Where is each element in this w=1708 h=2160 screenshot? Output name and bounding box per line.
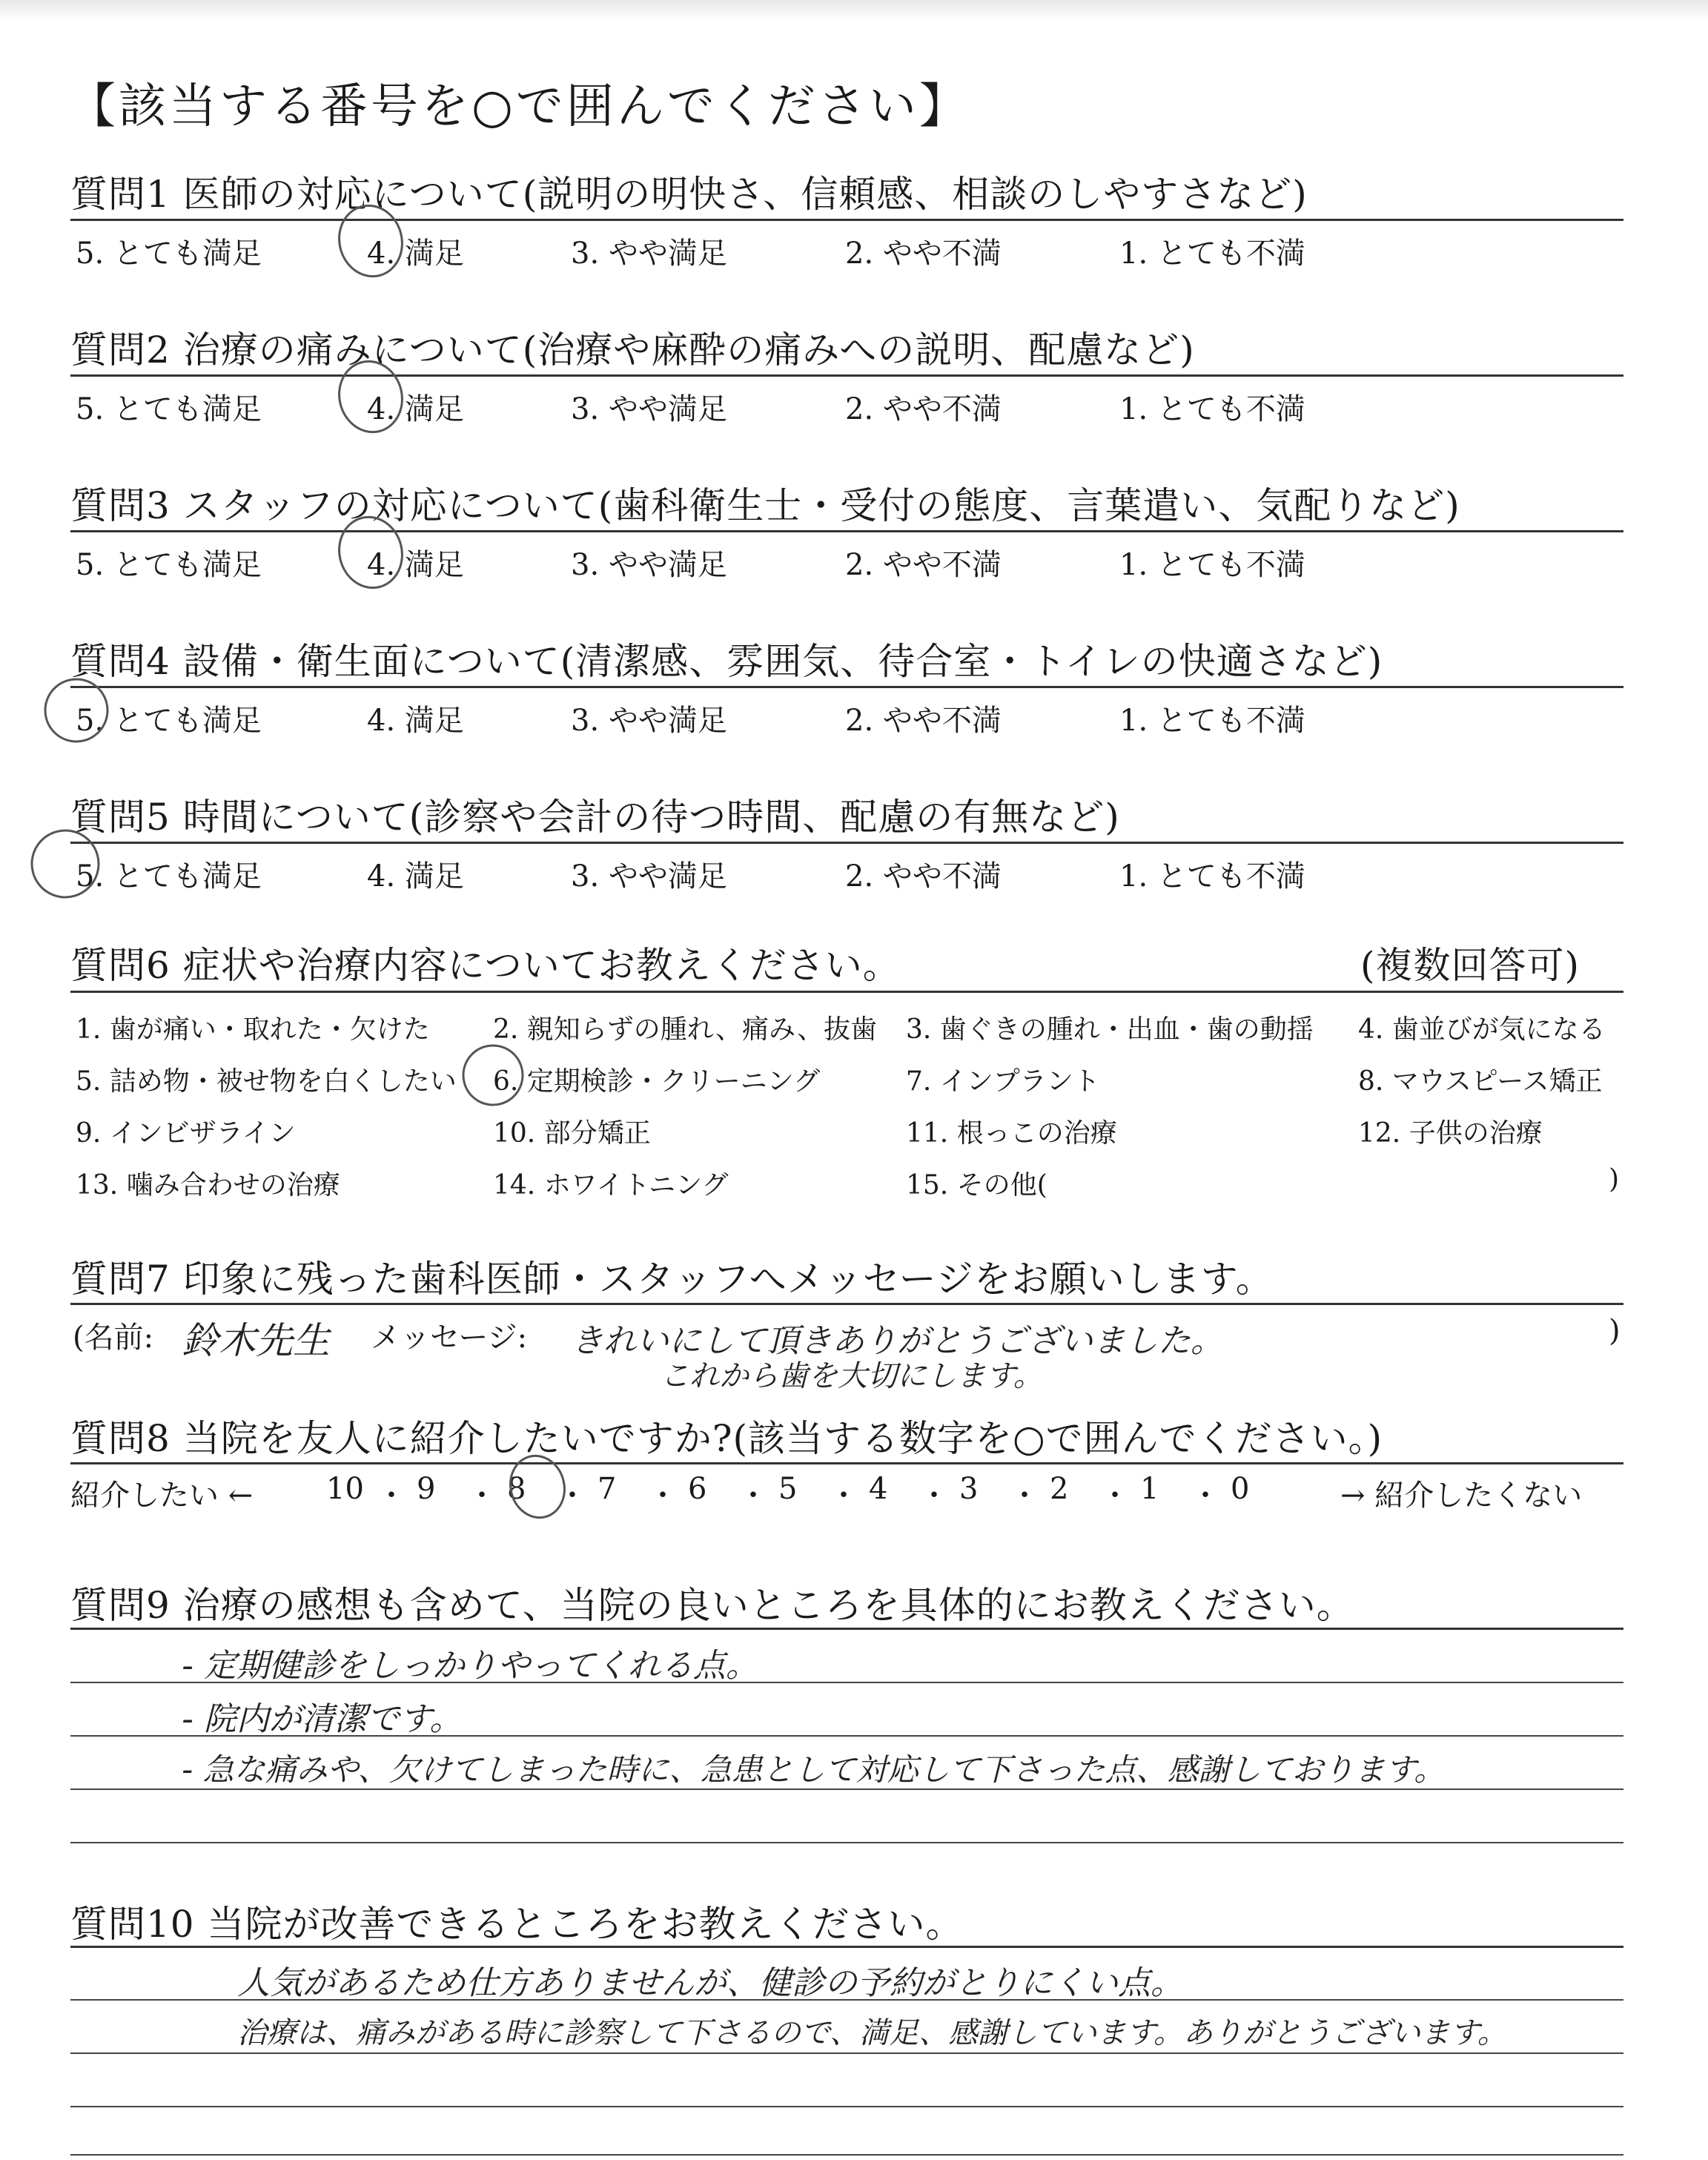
q7-close-paren: ) <box>1609 1314 1621 1348</box>
q6-note: (複数回答可) <box>1360 944 1580 987</box>
q9-answer-3: - 急な痛みや、欠けてしまった時に、急患として対応して下さった点、感謝しております。 <box>182 1751 1446 1788</box>
q2-underline <box>70 374 1623 377</box>
q8-scale-2[interactable]: 2 <box>1050 1472 1069 1506</box>
q8-scale-separator: ・ <box>557 1479 587 1513</box>
q6-option-14[interactable]: 14. ホワイトニング <box>493 1170 729 1200</box>
q4-option-2[interactable]: 2. やや不満 <box>845 704 1002 738</box>
q4-underline <box>70 686 1623 688</box>
q8-scale-separator: ・ <box>1100 1479 1130 1513</box>
q6-option-11[interactable]: 11. 根っこの治療 <box>906 1118 1117 1149</box>
q8-scale-9[interactable]: 9 <box>417 1472 436 1506</box>
q3-label: 質問3 スタッフの対応について(歯科衛生士・受付の態度、言葉遣い、気配りなど) <box>70 484 1460 527</box>
q8-scale-5[interactable]: 5 <box>778 1472 798 1506</box>
q5-option-3[interactable]: 3. やや満足 <box>571 859 727 894</box>
q6-option-12[interactable]: 12. 子供の治療 <box>1358 1118 1543 1149</box>
q7-message-label: メッセージ: <box>371 1321 528 1355</box>
q6-option-10[interactable]: 10. 部分矯正 <box>493 1118 651 1149</box>
q1-label: 質問1 医師の対応について(説明の明快さ、信頼感、相談のしやすさなど) <box>70 173 1308 216</box>
q10-answer-1: 人気があるため仕方ありませんが、健診の予約がとりにくい点。 <box>237 1964 1183 2002</box>
q3-underline <box>70 530 1623 532</box>
q7-name-value: 鈴木先生 <box>182 1319 330 1362</box>
q7-label: 質問7 印象に残った歯科医師・スタッフへメッセージをお願いします。 <box>70 1258 1274 1301</box>
q8-scale-4[interactable]: 4 <box>869 1472 888 1506</box>
q5-option-5[interactable]: 5. とても満足 <box>76 859 262 894</box>
q6-option-8[interactable]: 8. マウスピース矯正 <box>1358 1066 1603 1097</box>
q2-option-2[interactable]: 2. やや不満 <box>845 392 1002 426</box>
q8-scale-3[interactable]: 3 <box>959 1472 979 1506</box>
q1-option-3[interactable]: 3. やや満足 <box>571 237 727 271</box>
q3-option-5[interactable]: 5. とても満足 <box>76 548 262 582</box>
q8-scale-6[interactable]: 6 <box>688 1472 707 1506</box>
q4-option-3[interactable]: 3. やや満足 <box>571 704 727 738</box>
q6-option-4[interactable]: 4. 歯並びが気になる <box>1358 1014 1606 1045</box>
q8-scale-separator: ・ <box>738 1479 768 1513</box>
q5-option-4[interactable]: 4. 満足 <box>367 859 464 894</box>
q7-message-line1: きれいにして頂きありがとうございました。 <box>571 1322 1223 1360</box>
q5-label: 質問5 時間について(診察や会計の待つ時間、配慮の有無など) <box>70 796 1120 839</box>
q8-scale-7[interactable]: 7 <box>598 1472 617 1506</box>
q3-option-3[interactable]: 3. やや満足 <box>571 548 727 582</box>
q5-option-1[interactable]: 1. とても不満 <box>1119 859 1305 894</box>
q9-line-5 <box>70 1842 1623 1843</box>
q6-option-5[interactable]: 5. 詰め物・被せ物を白くしたい <box>76 1066 457 1097</box>
q2-option-3[interactable]: 3. やや満足 <box>571 392 727 426</box>
q9-answer-2: - 院内が清潔です。 <box>182 1700 463 1738</box>
q4-option-1[interactable]: 1. とても不満 <box>1119 704 1305 738</box>
q4-option-5[interactable]: 5. とても満足 <box>76 704 262 738</box>
q9-label: 質問9 治療の感想も含めて、当院の良いところを具体的にお教えください。 <box>70 1584 1354 1627</box>
q1-option-4[interactable]: 4. 満足 <box>367 237 464 271</box>
q5-option-2[interactable]: 2. やや不満 <box>845 859 1002 894</box>
q1-underline <box>70 219 1623 221</box>
q6-option-7[interactable]: 7. インプラント <box>906 1066 1100 1097</box>
q2-option-4[interactable]: 4. 満足 <box>367 392 464 426</box>
q4-option-4[interactable]: 4. 満足 <box>367 704 464 738</box>
page-title: 【該当する番号を○で囲んでください】 <box>68 79 970 134</box>
q4-label: 質問4 設備・衛生面について(清潔感、雰囲気、待合室・トイレの快適さなど) <box>70 640 1383 683</box>
q6-underline <box>70 991 1623 993</box>
q8-scale-separator: ・ <box>467 1479 497 1513</box>
q8-label: 質問8 当院を友人に紹介したいですか?(該当する数字を○で囲んでください。) <box>70 1417 1383 1460</box>
q7-message-line2: これから歯を大切にします。 <box>660 1359 1043 1393</box>
q10-line-1 <box>70 1946 1623 1948</box>
q8-scale-separator: ・ <box>829 1479 858 1513</box>
q8-scale-separator: ・ <box>648 1479 678 1513</box>
q9-line-1 <box>70 1628 1623 1630</box>
scan-top-edge <box>0 0 1708 21</box>
q8-scale-0[interactable]: 0 <box>1231 1472 1250 1506</box>
q8-scale-separator: ・ <box>1191 1479 1220 1513</box>
q8-scale-8[interactable]: 8 <box>507 1472 526 1506</box>
q3-option-4[interactable]: 4. 満足 <box>367 548 464 582</box>
q7-name-label: (名前: <box>73 1321 154 1355</box>
q2-option-1[interactable]: 1. とても不満 <box>1119 392 1305 426</box>
q6-option-2[interactable]: 2. 親知らずの腫れ、痛み、抜歯 <box>493 1014 878 1045</box>
q6-label: 質問6 症状や治療内容についてお教えください。 <box>70 944 901 987</box>
q6-option-6[interactable]: 6. 定期検診・クリーニング <box>493 1066 821 1097</box>
q1-option-1[interactable]: 1. とても不満 <box>1119 237 1305 271</box>
q1-option-2[interactable]: 2. やや不満 <box>845 237 1002 271</box>
q2-option-5[interactable]: 5. とても満足 <box>76 392 262 426</box>
q10-line-4 <box>70 2106 1623 2107</box>
q1-option-5[interactable]: 5. とても満足 <box>76 237 262 271</box>
q6-option-1[interactable]: 1. 歯が痛い・取れた・欠けた <box>76 1014 430 1045</box>
q6-option-3[interactable]: 3. 歯ぐきの腫れ・出血・歯の動揺 <box>906 1014 1314 1045</box>
q7-underline <box>70 1303 1623 1305</box>
q10-answer-2: 治療は、痛みがある時に診察して下さるので、満足、感謝しています。ありがとうございます。 <box>237 2016 1507 2050</box>
q8-scale-1[interactable]: 1 <box>1140 1472 1159 1506</box>
q6-option-9[interactable]: 9. インビザライン <box>76 1118 296 1149</box>
q8-right-label: → 紹介したくない <box>1340 1479 1583 1513</box>
q6-other-close-paren: ) <box>1609 1164 1620 1195</box>
q6-option-13[interactable]: 13. 噛み合わせの治療 <box>76 1170 340 1200</box>
q3-option-2[interactable]: 2. やや不満 <box>845 548 1002 582</box>
q8-scale-separator: ・ <box>377 1479 406 1513</box>
q8-scale-separator: ・ <box>1010 1479 1039 1513</box>
q5-underline <box>70 842 1623 844</box>
q8-scale-separator: ・ <box>919 1479 949 1513</box>
q8-left-label: 紹介したい ← <box>70 1479 254 1513</box>
q10-line-5 <box>70 2154 1623 2156</box>
q6-option-15[interactable]: 15. その他( <box>906 1170 1047 1200</box>
q9-answer-1: - 定期健診をしっかりやってくれる点。 <box>182 1647 758 1685</box>
q2-label: 質問2 治療の痛みについて(治療や麻酔の痛みへの説明、配慮など) <box>70 328 1195 371</box>
q8-underline <box>70 1462 1623 1464</box>
q10-label: 質問10 当院が改善できるところをお教えください。 <box>70 1903 964 1946</box>
q3-option-1[interactable]: 1. とても不満 <box>1119 548 1305 582</box>
q10-line-3 <box>70 2052 1623 2054</box>
q8-scale-10[interactable]: 10 <box>326 1472 364 1506</box>
